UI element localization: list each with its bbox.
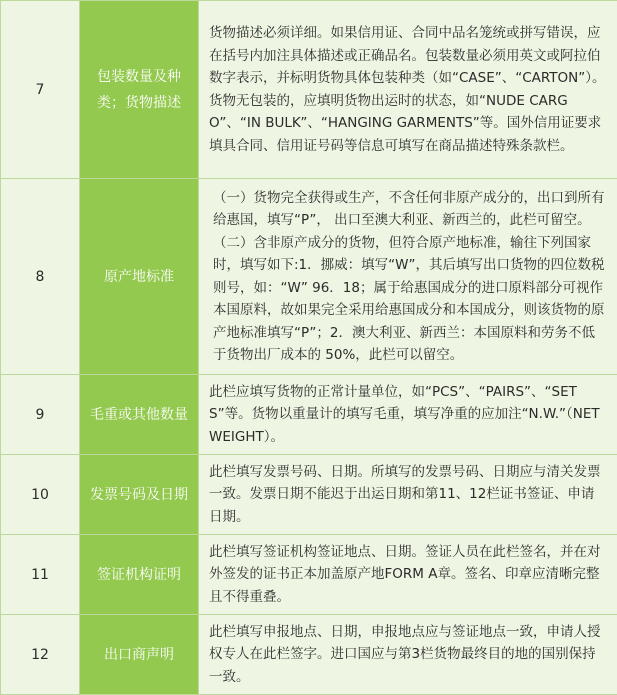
table-row bbox=[1, 615, 617, 695]
table-row bbox=[1, 535, 617, 615]
field-description: 此栏填写签证机构签证地点、日期。签证人员在此栏签名，并在对外签发的证书正本加盖原产地FORM A章。签名、印章应清晰完整且不得重叠。 bbox=[199, 535, 617, 615]
field-name: 原产地标准 bbox=[80, 179, 199, 375]
field-description: （一）货物完全获得或生产，不含任何非原产成分的，出口到所有给惠国，填写“P”， 出口至澳大利亚、新西兰的，此栏可留空。 （二）含非原产成分的货物，但符合原产地标准，输往下列国家时，填写如下:1．挪威：填写“W”，其后填写出口货物的四位数税则号，如：“W” 96．18；属于给惠国成分的进口原料部分可视作本国原料，故如果完全采用给惠国成分和本国成分，则该货物的原产地标准填写“P”；2．澳大利亚、新西兰：本国原料和劳务不低于货物出厂成本的 50%，此栏可以留空。 bbox=[199, 179, 617, 375]
field-description: 此栏填写发票号码、日期。所填写的发票号码、日期应与清关发票一致。发票日期不能迟于出运日期和第11、12栏证书签证、申请日期。 bbox=[199, 455, 617, 535]
field-description: 此栏应填写货物的正常计量单位，如“PCS”、“PAIRS”、“SETS”等。货物以重量计的填写毛重，填写净重的应加注“N.W.”（NET WEIGHT）。 bbox=[199, 375, 617, 455]
field-name: 出口商声明 bbox=[80, 615, 199, 695]
row-number: 12 bbox=[1, 615, 80, 695]
field-name: 包装数量及种类；货物描述 bbox=[80, 1, 199, 179]
row-number: 7 bbox=[1, 1, 80, 179]
field-description: 此栏填写申报地点、日期，申报地点应与签证地点一致，申请人授权专人在此栏签字。进口国应与第3栏货物最终目的地的国别保持一致。 bbox=[199, 615, 617, 695]
row-number: 10 bbox=[1, 455, 80, 535]
table-row bbox=[1, 455, 617, 535]
table-row bbox=[1, 179, 617, 375]
row-number: 8 bbox=[1, 179, 80, 375]
table-row bbox=[1, 375, 617, 455]
row-number: 9 bbox=[1, 375, 80, 455]
field-name: 发票号码及日期 bbox=[80, 455, 199, 535]
row-number: 11 bbox=[1, 535, 80, 615]
field-description: 货物描述必须详细。如果信用证、合同中品名笼统或拼写错误，应在括号内加注具体描述或正确品名。包装数量必须用英文或阿拉伯数字表示，并标明货物具体包装种类（如“CASE”、“CARTON”）。货物无包装的，应填明货物出运时的状态，如“NUDE CARGO”、“IN BULK”、“HANGING GARMENTS”等。国外信用证要求填具合同、信用证号码等信息可填写在商品描述特殊条款栏。 bbox=[199, 1, 617, 179]
field-name: 毛重或其他数量 bbox=[80, 375, 199, 455]
field-name: 签证机构证明 bbox=[80, 535, 199, 615]
table-row bbox=[1, 1, 617, 179]
